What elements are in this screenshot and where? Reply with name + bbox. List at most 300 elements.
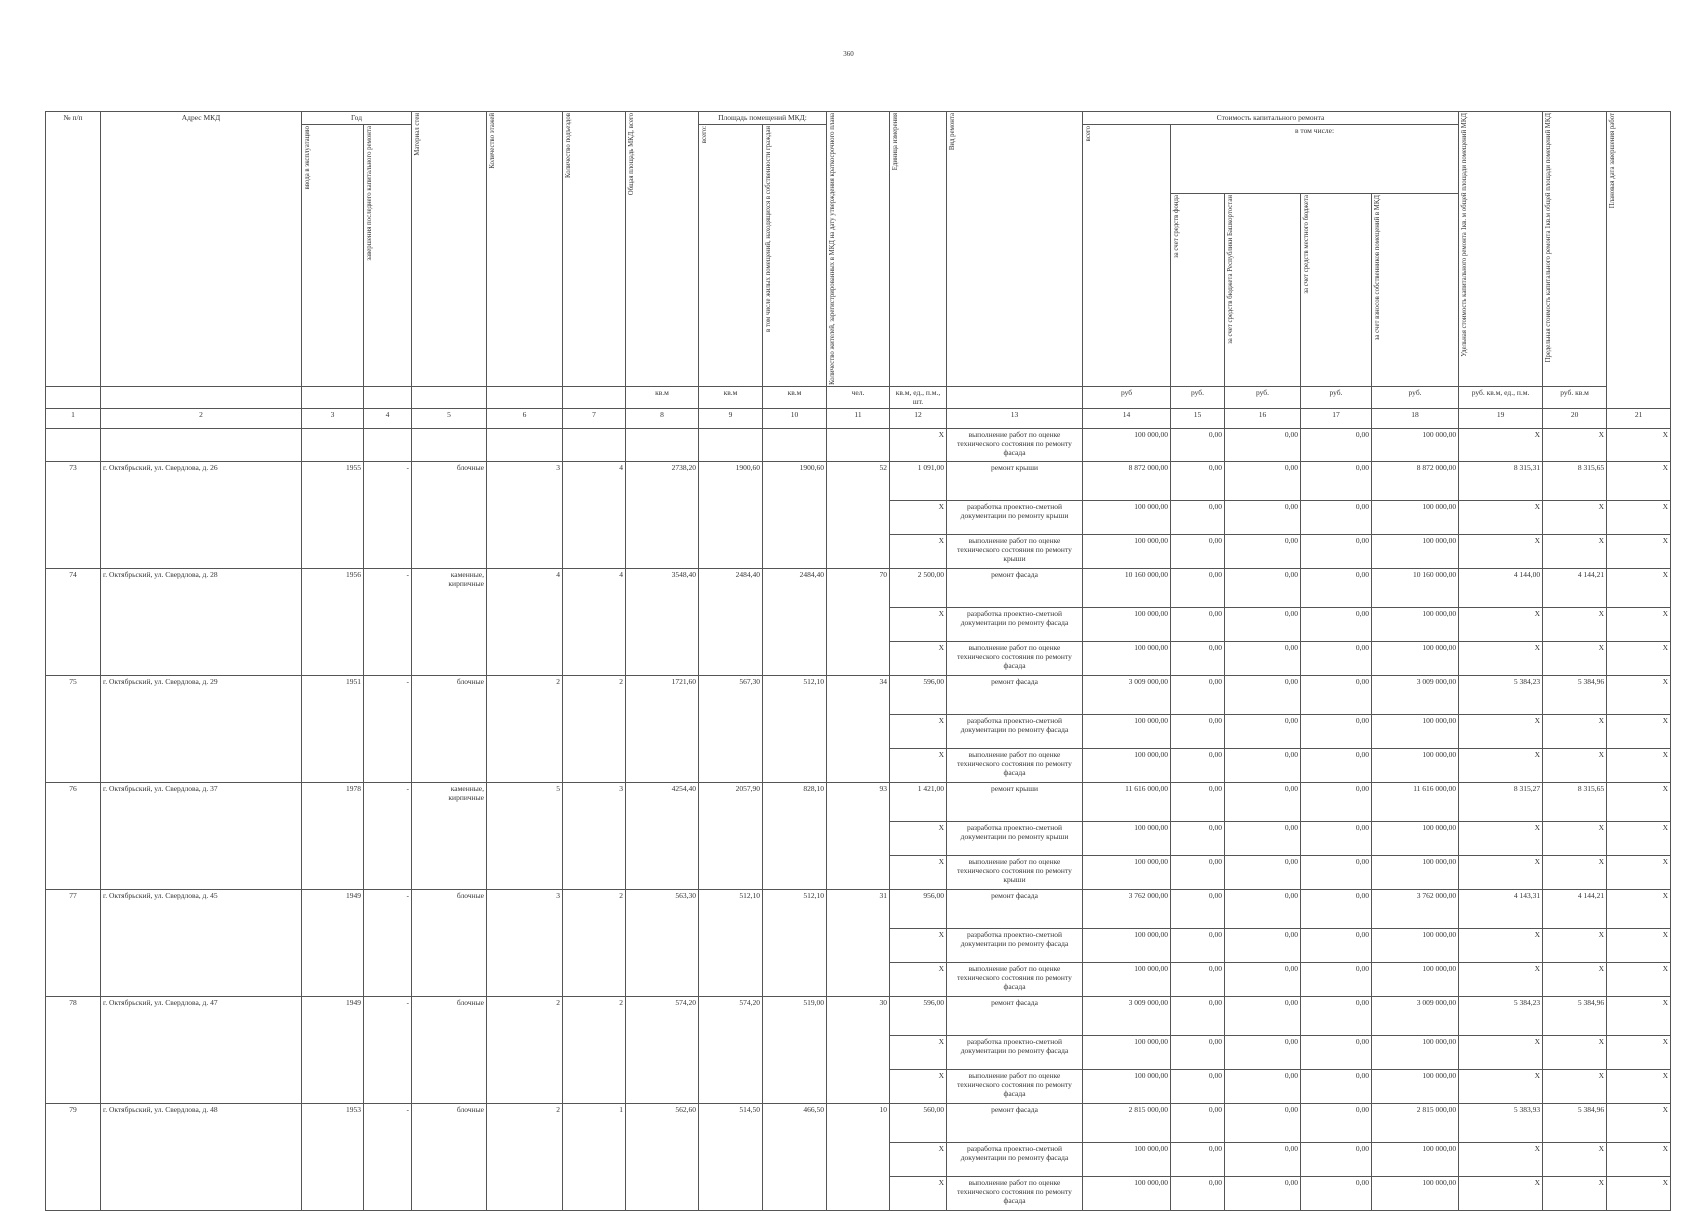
unit-cell: руб.	[1225, 386, 1301, 408]
hdr-residents: Количество жителей, зарегистрированных в МКД на дату утверждения краткосрочного плана	[829, 113, 836, 385]
house-row	[46, 996, 1671, 1035]
column-number: 21	[1607, 408, 1671, 428]
entrances: 2	[563, 889, 626, 996]
cost-total: 100 000,00	[1083, 534, 1171, 568]
work-name: выполнение работ по оценке технического состояния по ремонту фасада	[947, 428, 1083, 461]
year-commission: 1951	[302, 675, 364, 782]
unit-cell: руб. кв.м, ед., п.м.	[1459, 386, 1543, 408]
cost-total: 100 000,00	[1083, 928, 1171, 962]
hdr-num: № п/п	[46, 112, 101, 387]
residents: 31	[827, 889, 890, 996]
cost-local: 0,00	[1301, 855, 1372, 889]
unit-cost: 4 143,31	[1459, 889, 1543, 928]
column-number: 16	[1225, 408, 1301, 428]
deadline: X	[1607, 534, 1671, 568]
page-number: 360	[843, 50, 854, 58]
residents: 93	[827, 782, 890, 889]
deadline: X	[1607, 1176, 1671, 1210]
unit-value: X	[890, 500, 947, 534]
column-number: 11	[827, 408, 890, 428]
cost-republic: 0,00	[1225, 962, 1301, 996]
work-name: выполнение работ по оценке технического состояния по ремонту фасада	[947, 1069, 1083, 1103]
area-total: 1721,60	[626, 675, 699, 782]
year-commission: 1953	[302, 1103, 364, 1210]
cost-republic: 0,00	[1225, 782, 1301, 821]
year-commission: 1949	[302, 889, 364, 996]
work-name: разработка проектно-сметной документации по ремонту фасада	[947, 607, 1083, 641]
cost-fund: 0,00	[1171, 962, 1225, 996]
unit-value: X	[890, 534, 947, 568]
hdr-max-cost: Предельная стоимость капитального ремонта 1кв.м общей площади помещений МКД	[1545, 113, 1553, 363]
deadline: X	[1607, 1142, 1671, 1176]
area-total: 3548,40	[626, 568, 699, 675]
column-number: 1	[46, 408, 101, 428]
year-last-repair: -	[364, 889, 412, 996]
cost-fund: 0,00	[1171, 534, 1225, 568]
house-row	[46, 1103, 1671, 1142]
wall-material: каменные, кирпичные	[412, 568, 487, 675]
work-name: ремонт фасада	[947, 675, 1083, 714]
max-cost: 4 144,21	[1543, 889, 1607, 928]
cost-owners: 3 009 000,00	[1372, 996, 1459, 1035]
cost-fund: 0,00	[1171, 821, 1225, 855]
column-number: 14	[1083, 408, 1171, 428]
max-cost: X	[1543, 821, 1607, 855]
column-number: 3	[302, 408, 364, 428]
unit-cost: 4 144,00	[1459, 568, 1543, 607]
floors: 2	[487, 1103, 563, 1210]
cost-total: 3 009 000,00	[1083, 675, 1171, 714]
year-last-repair: -	[364, 996, 412, 1103]
cost-owners: 100 000,00	[1372, 962, 1459, 996]
column-number: 6	[487, 408, 563, 428]
unit-cost: X	[1459, 928, 1543, 962]
cost-fund: 0,00	[1171, 1069, 1225, 1103]
max-cost: X	[1543, 534, 1607, 568]
work-name: выполнение работ по оценке технического состояния по ремонту фасада	[947, 641, 1083, 675]
deadline: X	[1607, 1103, 1671, 1142]
unit-cell: руб.	[1372, 386, 1459, 408]
unit-value: X	[890, 1035, 947, 1069]
cost-owners: 3 762 000,00	[1372, 889, 1459, 928]
column-number: 4	[364, 408, 412, 428]
work-name: разработка проектно-сметной документации по ремонту фасада	[947, 1142, 1083, 1176]
cost-local: 0,00	[1301, 821, 1372, 855]
cost-local: 0,00	[1301, 782, 1372, 821]
cost-republic: 0,00	[1225, 500, 1301, 534]
cost-local: 0,00	[1301, 675, 1372, 714]
cost-fund: 0,00	[1171, 641, 1225, 675]
max-cost: X	[1543, 428, 1607, 461]
cost-owners: 2 815 000,00	[1372, 1103, 1459, 1142]
cost-local: 0,00	[1301, 928, 1372, 962]
cost-local: 0,00	[1301, 1103, 1372, 1142]
cost-total: 100 000,00	[1083, 821, 1171, 855]
hdr-year: Год	[302, 112, 412, 125]
unit-cell: кв.м	[763, 386, 827, 408]
cost-republic: 0,00	[1225, 714, 1301, 748]
entrances: 1	[563, 1103, 626, 1210]
area-premises: 1900,60	[699, 461, 763, 568]
area-premises: 512,10	[699, 889, 763, 996]
house-row	[46, 889, 1671, 928]
unit-cost: X	[1459, 1142, 1543, 1176]
cost-total: 100 000,00	[1083, 855, 1171, 889]
cost-republic: 0,00	[1225, 675, 1301, 714]
deadline: X	[1607, 607, 1671, 641]
work-name: выполнение работ по оценке технического состояния по ремонту фасада	[947, 748, 1083, 782]
residents: 52	[827, 461, 890, 568]
max-cost: X	[1543, 855, 1607, 889]
max-cost: X	[1543, 1035, 1607, 1069]
area-total: 2738,20	[626, 461, 699, 568]
cost-total: 3 009 000,00	[1083, 996, 1171, 1035]
cost-fund: 0,00	[1171, 607, 1225, 641]
year-commission: 1949	[302, 996, 364, 1103]
unit-cell: кв.м	[699, 386, 763, 408]
hdr-premises-residential: в том числе жилых помещений, находящихся в собственности граждан	[765, 126, 772, 333]
area-premises: 2484,40	[699, 568, 763, 675]
cost-republic: 0,00	[1225, 568, 1301, 607]
deadline: X	[1607, 821, 1671, 855]
cost-republic: 0,00	[1225, 641, 1301, 675]
cost-total: 100 000,00	[1083, 1035, 1171, 1069]
work-name: ремонт фасада	[947, 568, 1083, 607]
deadline: X	[1607, 461, 1671, 500]
cost-local: 0,00	[1301, 1176, 1372, 1210]
cost-republic: 0,00	[1225, 996, 1301, 1035]
cost-local: 0,00	[1301, 1035, 1372, 1069]
cost-republic: 0,00	[1225, 821, 1301, 855]
year-last-repair: -	[364, 675, 412, 782]
cost-owners: 11 616 000,00	[1372, 782, 1459, 821]
cost-local: 0,00	[1301, 889, 1372, 928]
wall-material: блочные	[412, 1103, 487, 1210]
house-number: 75	[46, 675, 101, 782]
work-name: ремонт фасада	[947, 889, 1083, 928]
house-number: 78	[46, 996, 101, 1103]
cost-republic: 0,00	[1225, 855, 1301, 889]
entrances: 4	[563, 461, 626, 568]
max-cost: X	[1543, 641, 1607, 675]
house-address: г. Октябрьский, ул. Свердлова, д. 28	[101, 568, 302, 675]
house-address: г. Октябрьский, ул. Свердлова, д. 26	[101, 461, 302, 568]
cost-owners: 100 000,00	[1372, 821, 1459, 855]
residents: 34	[827, 675, 890, 782]
cost-local: 0,00	[1301, 461, 1372, 500]
unit-value: 596,00	[890, 996, 947, 1035]
work-name: ремонт фасада	[947, 996, 1083, 1035]
hdr-cost-total: всего	[1085, 126, 1092, 142]
max-cost: X	[1543, 928, 1607, 962]
unit-cost: X	[1459, 1035, 1543, 1069]
entrances: 2	[563, 675, 626, 782]
work-name: ремонт фасада	[947, 1103, 1083, 1142]
cost-total: 100 000,00	[1083, 607, 1171, 641]
area-residential: 2484,40	[763, 568, 827, 675]
cost-republic: 0,00	[1225, 461, 1301, 500]
work-name: разработка проектно-сметной документации по ремонту фасада	[947, 714, 1083, 748]
year-last-repair: -	[364, 782, 412, 889]
unit-value: 1 091,00	[890, 461, 947, 500]
floors: 3	[487, 889, 563, 996]
house-address: г. Октябрьский, ул. Свердлова, д. 48	[101, 1103, 302, 1210]
cost-fund: 0,00	[1171, 428, 1225, 461]
area-premises: 2057,90	[699, 782, 763, 889]
column-number: 10	[763, 408, 827, 428]
max-cost: 4 144,21	[1543, 568, 1607, 607]
hdr-premises-total: всего:	[701, 126, 708, 144]
work-name: ремонт крыши	[947, 782, 1083, 821]
hdr-including: в том числе:	[1171, 125, 1459, 194]
cost-fund: 0,00	[1171, 568, 1225, 607]
cost-fund: 0,00	[1171, 928, 1225, 962]
deadline: X	[1607, 428, 1671, 461]
column-number: 19	[1459, 408, 1543, 428]
cost-local: 0,00	[1301, 534, 1372, 568]
deadline: X	[1607, 782, 1671, 821]
cost-owners: 100 000,00	[1372, 641, 1459, 675]
hdr-cost-group: Стоимость капитального ремонта	[1083, 112, 1459, 125]
hdr-republic: за счет средств бюджета Республики Башкортостан	[1227, 194, 1234, 344]
cost-local: 0,00	[1301, 568, 1372, 607]
deadline: X	[1607, 928, 1671, 962]
cost-local: 0,00	[1301, 607, 1372, 641]
work-name: выполнение работ по оценке технического состояния по ремонту крыши	[947, 534, 1083, 568]
unit-cell: чел.	[827, 386, 890, 408]
column-number: 18	[1372, 408, 1459, 428]
deadline: X	[1607, 889, 1671, 928]
unit-cost: 5 384,23	[1459, 996, 1543, 1035]
column-number: 8	[626, 408, 699, 428]
cost-owners: 100 000,00	[1372, 714, 1459, 748]
house-row	[46, 568, 1671, 607]
hdr-total-area: Общая площадь МКД, всего	[628, 113, 635, 196]
deadline: X	[1607, 855, 1671, 889]
unit-value: 2 500,00	[890, 568, 947, 607]
cost-total: 100 000,00	[1083, 714, 1171, 748]
cost-fund: 0,00	[1171, 1035, 1225, 1069]
area-residential: 512,10	[763, 889, 827, 996]
cost-total: 100 000,00	[1083, 1176, 1171, 1210]
max-cost: X	[1543, 1176, 1607, 1210]
max-cost: 8 315,65	[1543, 782, 1607, 821]
cost-republic: 0,00	[1225, 534, 1301, 568]
deadline: X	[1607, 714, 1671, 748]
cost-total: 100 000,00	[1083, 962, 1171, 996]
unit-value: X	[890, 607, 947, 641]
unit-cost: X	[1459, 607, 1543, 641]
cost-republic: 0,00	[1225, 607, 1301, 641]
area-total: 562,60	[626, 1103, 699, 1210]
cost-owners: 100 000,00	[1372, 607, 1459, 641]
house-row	[46, 675, 1671, 714]
column-number: 5	[412, 408, 487, 428]
deadline: X	[1607, 641, 1671, 675]
cost-owners: 100 000,00	[1372, 1142, 1459, 1176]
cost-local: 0,00	[1301, 962, 1372, 996]
max-cost: X	[1543, 962, 1607, 996]
area-premises: 574,20	[699, 996, 763, 1103]
unit-cell: кв.м, ед., п.м., шт.	[890, 386, 947, 408]
deadline: X	[1607, 996, 1671, 1035]
unit-cost: X	[1459, 962, 1543, 996]
deadline: X	[1607, 1035, 1671, 1069]
column-number: 2	[101, 408, 302, 428]
work-name: разработка проектно-сметной документации по ремонту фасада	[947, 1035, 1083, 1069]
unit-value: X	[890, 1176, 947, 1210]
year-commission: 1956	[302, 568, 364, 675]
hdr-address: Адрес МКД	[101, 112, 302, 387]
cost-fund: 0,00	[1171, 782, 1225, 821]
cost-total: 100 000,00	[1083, 500, 1171, 534]
cost-owners: 100 000,00	[1372, 928, 1459, 962]
year-last-repair: -	[364, 461, 412, 568]
unit-cost: X	[1459, 500, 1543, 534]
cost-owners: 3 009 000,00	[1372, 675, 1459, 714]
unit-value: X	[890, 821, 947, 855]
work-name: разработка проектно-сметной документации по ремонту фасада	[947, 928, 1083, 962]
work-name: разработка проектно-сметной документации по ремонту крыши	[947, 500, 1083, 534]
house-number: 74	[46, 568, 101, 675]
cost-total: 100 000,00	[1083, 641, 1171, 675]
cost-republic: 0,00	[1225, 1176, 1301, 1210]
unit-value: X	[890, 641, 947, 675]
cost-local: 0,00	[1301, 1069, 1372, 1103]
hdr-year-commission: ввода в эксплуатацию	[304, 126, 311, 190]
unit-cell: руб. кв.м	[1543, 386, 1607, 408]
house-address: г. Октябрьский, ул. Свердлова, д. 45	[101, 889, 302, 996]
max-cost: X	[1543, 607, 1607, 641]
deadline: X	[1607, 568, 1671, 607]
area-total: 563,30	[626, 889, 699, 996]
cost-fund: 0,00	[1171, 1103, 1225, 1142]
unit-cost: X	[1459, 855, 1543, 889]
area-premises: 567,30	[699, 675, 763, 782]
unit-cost: 5 384,23	[1459, 675, 1543, 714]
cost-total: 11 616 000,00	[1083, 782, 1171, 821]
year-commission: 1955	[302, 461, 364, 568]
unit-cost: X	[1459, 534, 1543, 568]
hdr-premises-area: Площадь помещений МКД:	[699, 112, 827, 125]
unit-cost: X	[1459, 641, 1543, 675]
column-number: 12	[890, 408, 947, 428]
unit-value: X	[890, 855, 947, 889]
carry-over-row	[46, 428, 1671, 461]
floors: 2	[487, 996, 563, 1103]
area-residential: 1900,60	[763, 461, 827, 568]
cost-total: 10 160 000,00	[1083, 568, 1171, 607]
area-residential: 466,50	[763, 1103, 827, 1210]
unit-value: 560,00	[890, 1103, 947, 1142]
cost-fund: 0,00	[1171, 748, 1225, 782]
max-cost: 8 315,65	[1543, 461, 1607, 500]
cost-local: 0,00	[1301, 996, 1372, 1035]
deadline: X	[1607, 962, 1671, 996]
unit-cost: X	[1459, 1069, 1543, 1103]
wall-material: блочные	[412, 675, 487, 782]
unit-cost: X	[1459, 1176, 1543, 1210]
hdr-wall-material: Материал стен	[414, 113, 421, 156]
unit-value: 596,00	[890, 675, 947, 714]
cost-republic: 0,00	[1225, 1035, 1301, 1069]
residents: 30	[827, 996, 890, 1103]
unit-cell: руб	[1083, 386, 1171, 408]
repair-plan-table	[45, 111, 1671, 1211]
cost-fund: 0,00	[1171, 714, 1225, 748]
area-premises: 514,50	[699, 1103, 763, 1210]
house-number: 77	[46, 889, 101, 996]
cost-local: 0,00	[1301, 500, 1372, 534]
cost-local: 0,00	[1301, 1142, 1372, 1176]
cost-owners: 100 000,00	[1372, 428, 1459, 461]
area-residential: 828,10	[763, 782, 827, 889]
residents: 10	[827, 1103, 890, 1210]
cost-republic: 0,00	[1225, 1142, 1301, 1176]
house-address: г. Октябрьский, ул. Свердлова, д. 37	[101, 782, 302, 889]
max-cost: X	[1543, 500, 1607, 534]
hdr-unit-cost: Удельная стоимость капитального ремонта 1кв. м общей площади помещений МКД	[1461, 113, 1469, 357]
column-numbers-row	[46, 408, 1671, 428]
hdr-entrances: Количество подъездов	[565, 113, 572, 178]
cost-owners: 8 872 000,00	[1372, 461, 1459, 500]
unit-value: X	[890, 962, 947, 996]
max-cost: X	[1543, 748, 1607, 782]
work-name: выполнение работ по оценке технического состояния по ремонту крыши	[947, 855, 1083, 889]
deadline: X	[1607, 675, 1671, 714]
unit-value: 956,00	[890, 889, 947, 928]
cost-fund: 0,00	[1171, 461, 1225, 500]
cost-local: 0,00	[1301, 714, 1372, 748]
max-cost: X	[1543, 1142, 1607, 1176]
residents: 70	[827, 568, 890, 675]
unit-value: X	[890, 928, 947, 962]
unit-cell: руб.	[1301, 386, 1372, 408]
entrances: 3	[563, 782, 626, 889]
cost-owners: 100 000,00	[1372, 1069, 1459, 1103]
house-number: 76	[46, 782, 101, 889]
unit-cost: X	[1459, 714, 1543, 748]
work-name: разработка проектно-сметной документации по ремонту крыши	[947, 821, 1083, 855]
cost-fund: 0,00	[1171, 1176, 1225, 1210]
wall-material: каменные, кирпичные	[412, 782, 487, 889]
max-cost: X	[1543, 1069, 1607, 1103]
unit-value: 1 421,00	[890, 782, 947, 821]
cost-fund: 0,00	[1171, 500, 1225, 534]
house-address: г. Октябрьский, ул. Свердлова, д. 47	[101, 996, 302, 1103]
floors: 3	[487, 461, 563, 568]
wall-material: блочные	[412, 889, 487, 996]
cost-owners: 10 160 000,00	[1372, 568, 1459, 607]
cost-total: 100 000,00	[1083, 428, 1171, 461]
cost-fund: 0,00	[1171, 855, 1225, 889]
deadline: X	[1607, 500, 1671, 534]
work-name: выполнение работ по оценке технического состояния по ремонту фасада	[947, 962, 1083, 996]
cost-owners: 100 000,00	[1372, 748, 1459, 782]
wall-material: блочные	[412, 461, 487, 568]
hdr-floors: Количество этажей	[489, 113, 496, 169]
cost-total: 8 872 000,00	[1083, 461, 1171, 500]
column-number: 17	[1301, 408, 1372, 428]
year-commission: 1978	[302, 782, 364, 889]
cost-fund: 0,00	[1171, 1142, 1225, 1176]
deadline: X	[1607, 748, 1671, 782]
cost-owners: 100 000,00	[1372, 1176, 1459, 1210]
cost-local: 0,00	[1301, 428, 1372, 461]
cost-republic: 0,00	[1225, 1069, 1301, 1103]
cost-fund: 0,00	[1171, 889, 1225, 928]
floors: 5	[487, 782, 563, 889]
